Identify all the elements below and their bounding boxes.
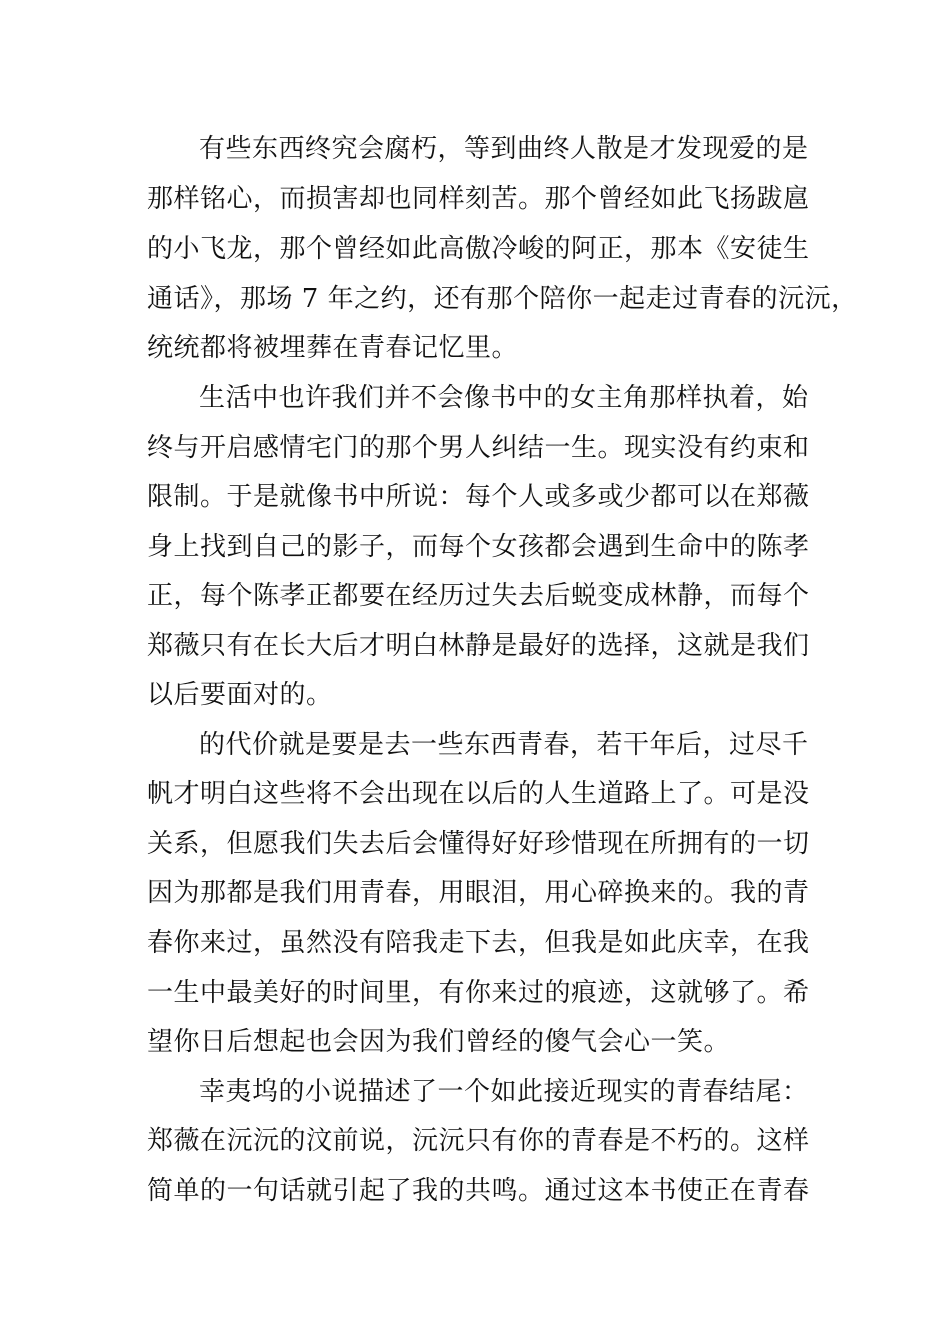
text-line: 正，每个陈孝正都要在经历过失去后蜕变成林静，而每个: [147, 581, 810, 611]
text-line: 简单的一句话就引起了我的共鸣。通过这本书使正在青春: [147, 1176, 810, 1206]
text-line: 终与开启感情宅门的那个男人纠结一生。现实没有约束和: [147, 433, 810, 463]
text-line: 身上找到自己的影子，而每个女孩都会遇到生命中的陈孝: [147, 532, 810, 562]
text-line: 以后要面对的。: [147, 680, 333, 710]
text-line: 郑薇在沅沅的汶前说，沅沅只有你的青春是不朽的。这样: [147, 1126, 810, 1156]
text-line: 限制。于是就像书中所说：每个人或多或少都可以在郑薇: [147, 482, 810, 512]
text-line: 生活中也许我们并不会像书中的女主角那样执着，始: [199, 383, 809, 413]
text-line: 望你日后想起也会因为我们曾经的傻气会心一笑。: [147, 1027, 731, 1057]
text-line: 春你来过，虽然没有陪我走下去，但我是如此庆幸，在我: [147, 928, 810, 958]
text-line: 郑薇只有在长大后才明白林静是最好的选择，这就是我们: [147, 631, 810, 661]
text-line: 统统都将被埋葬在青春记忆里。: [147, 333, 519, 363]
text-line: 的代价就是要是去一些东西青春，若干年后，过尽千: [199, 730, 809, 760]
text-line: 因为那都是我们用青春，用眼泪，用心碎换来的。我的青: [147, 878, 810, 908]
text-line: 关系，但愿我们失去后会懂得好好珍惜现在所拥有的一切: [147, 829, 810, 859]
text-line: 有些东西终究会腐朽，等到曲终人散是才发现爱的是: [199, 134, 809, 164]
text-line: 一生中最美好的时间里，有你来过的痕迹，这就够了。希: [147, 978, 810, 1008]
text-line: 幸夷坞的小说描述了一个如此接近现实的青春结尾：: [199, 1077, 809, 1107]
text-line: 那样铭心，而损害却也同样刻苦。那个曾经如此飞扬跋扈: [147, 184, 810, 214]
text-line: 的小飞龙，那个曾经如此高傲冷峻的阿正，那本《安徒生: [147, 234, 810, 264]
text-line: 帆才明白这些将不会出现在以后的人生道路上了。可是没: [147, 779, 810, 809]
text-line: 通话》，那场 7 年之约，还有那个陪你一起走过青春的沅沅，: [147, 284, 858, 314]
